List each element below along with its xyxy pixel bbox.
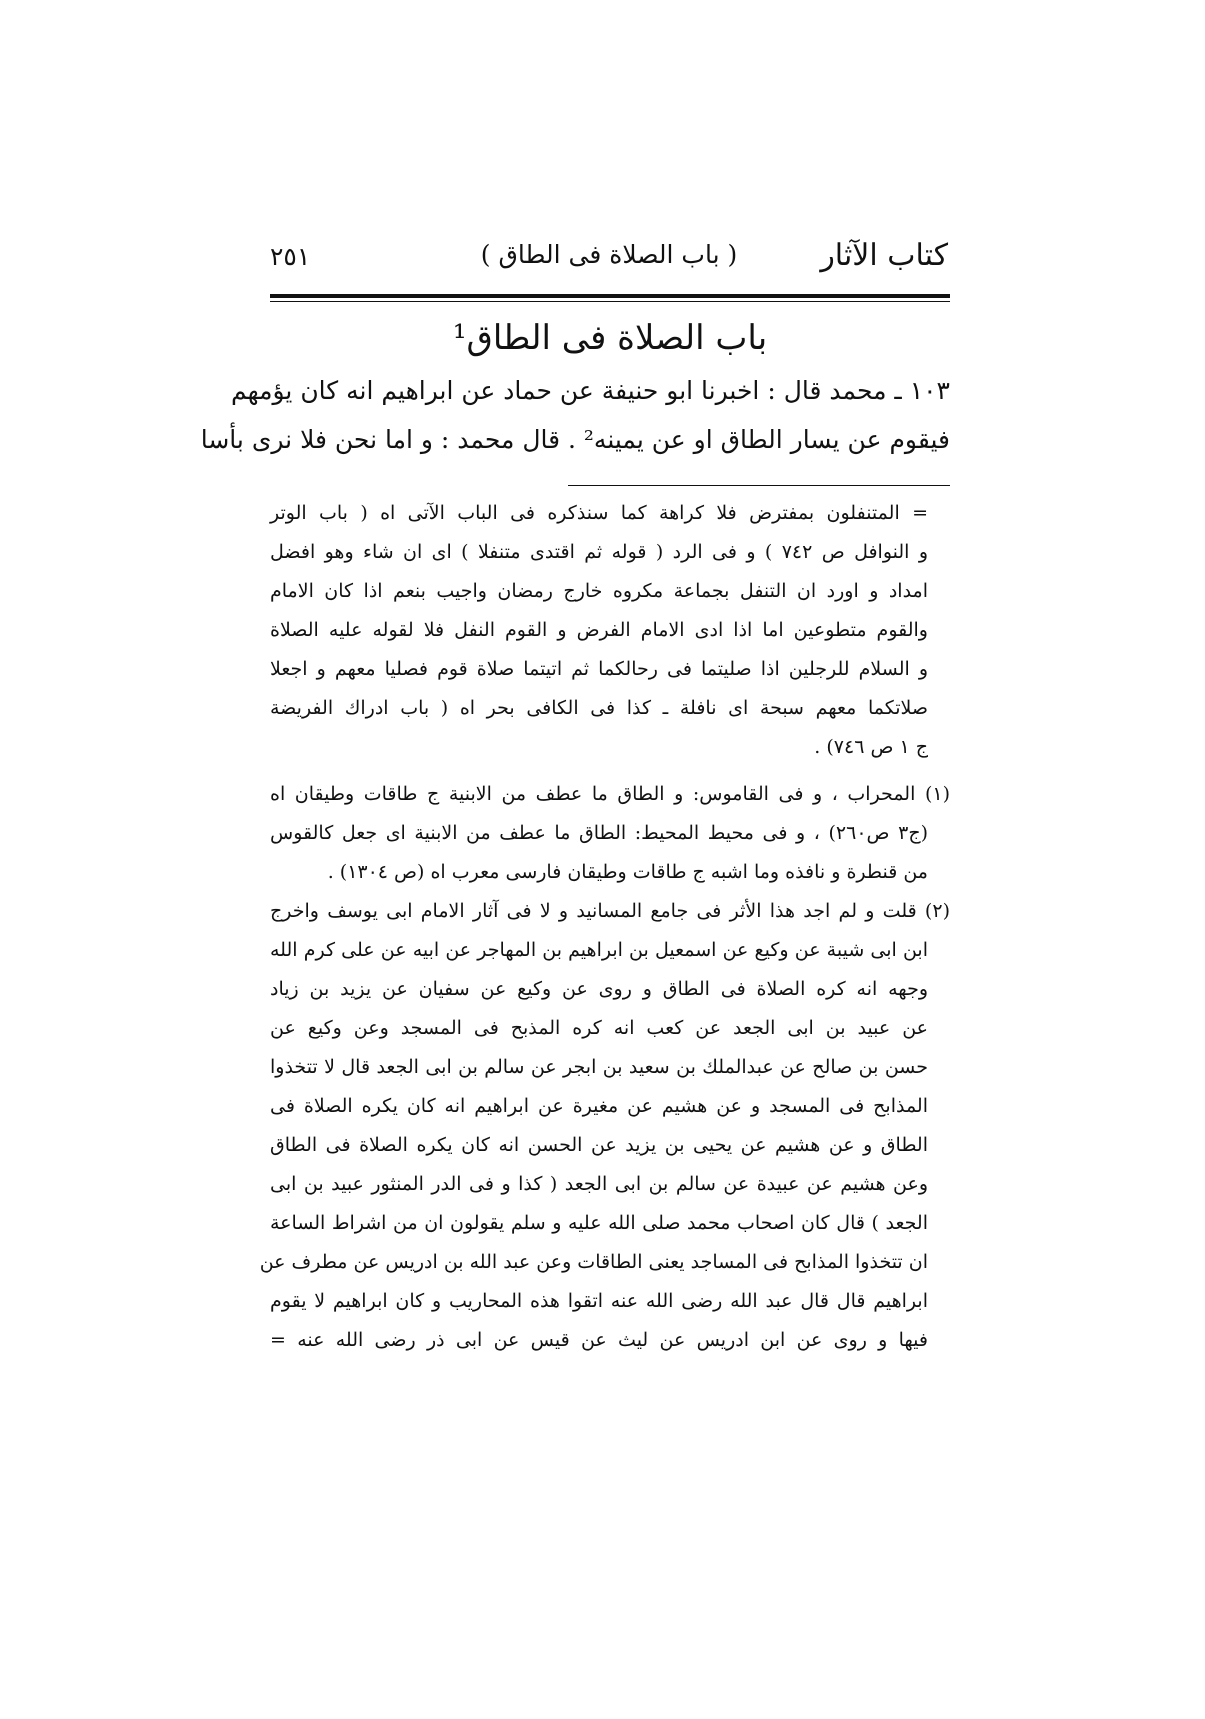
footnote-line: ج ١ ص ٧٤٦) . [814, 736, 928, 758]
footnote-line: ابراهيم قال قال عبد الله رضى الله عنه اتقوا هذه المحاريب و كان ابراهيم لا يقوم [270, 1290, 928, 1312]
header-rule-thick [270, 294, 950, 298]
footnote-line: وجهه انه كره الصلاة فى الطاق و روى عن وكيع عن سفيان عن يزيد بن زياد [270, 978, 928, 1000]
footnote-line: حسن بن صالح عن عبدالملك بن سعيد بن ابجر عن سالم بن ابى الجعد قال لا تتخذوا [270, 1056, 928, 1078]
footnote-line: فيها و روى عن ابن ادريس عن ليث عن قيس عن ابى ذر رضى الله عنه = [270, 1329, 928, 1351]
footnote-line: امداد و اورد ان التنفل بجماعة مكروه خارج رمضان واجيب بنعم اذا كان الامام [270, 580, 928, 602]
footnote-line: من قنطرة و نافذه وما اشبه ج طاقات وطيقان فارسى معرب اه (ص ١٣٠٤) . [327, 861, 928, 883]
main-text-line: ١٠٣ ـ محمد قال : اخبرنا ابو حنيفة عن حماد عن ابراهيم انه كان يؤمهم [230, 376, 950, 405]
footnote-line: صلاتكما معهم سبحة اى نافلة ـ كذا فى الكافى بحر اه ( باب ادراك الفريضة [270, 697, 928, 719]
section-heading: باب الصلاة فى الطاق¹ [452, 318, 768, 358]
footnote-line: الطاق و عن هشيم عن يحيى بن يزيد عن الحسن انه كان يكره الصلاة فى الطاق [270, 1134, 928, 1156]
footnotes [259, 494, 950, 1360]
main-text [200, 376, 950, 474]
footnote-line: ابن ابى شيبة عن وكيع عن اسمعيل بن ابراهيم بن المهاجر عن ابيه عن على كرم الله [270, 939, 928, 961]
footnote-line: و النوافل ص ٧٤٢ ) و فى الرد ( قوله ثم اقتدى متنفلا ) اى ان شاء وهو افضل [270, 541, 928, 563]
footnote-line: والقوم متطوعين اما اذا ادى الامام الفرض و القوم النفل فلا لقوله عليه الصلاة [270, 619, 928, 641]
footnote-line: = المتنفلون بمفترض فلا كراهة كما سنذكره فى الباب الآتى اه ( باب الوتر [270, 502, 928, 524]
footnote-line: وعن هشيم عن عبيدة عن سالم بن ابى الجعد ( كذا و فى الدر المنثور عبيد بن ابى [270, 1173, 928, 1195]
running-chapter-title: ( باب الصلاة فى الطاق ) [480, 240, 738, 269]
footnote-line: المذابح فى المسجد و عن هشيم عن مغيرة عن ابراهيم انه كان يكره الصلاة فى [270, 1095, 928, 1117]
page-header [270, 238, 948, 288]
book-title: كتاب الآثار [820, 238, 948, 273]
page-number: ٢٥١ [270, 242, 311, 271]
footnote-line: عن عبيد بن ابى الجعد عن كعب انه كره المذبح فى المسجد وعن وكيع عن [270, 1017, 928, 1039]
footnote-divider [568, 485, 950, 486]
footnote-line: الجعد ) قال كان اصحاب محمد صلى الله عليه و سلم يقولون ان من اشراط الساعة [270, 1212, 928, 1234]
footnote-line: (٢) قلت و لم اجد هذا الأثر فى جامع المسانيد و لا فى آثار الامام ابى يوسف واخرج [270, 900, 950, 922]
footnote-line: (١) المحراب ، و فى القاموس: و الطاق ما عطف من الابنية ج طاقات وطيقان اه [270, 783, 950, 805]
main-text-line: فيقوم عن يسار الطاق او عن يمينه² . قال محمد : و اما نحن فلا نرى بأسا [200, 425, 950, 454]
header-rule-thin [270, 301, 950, 302]
footnote-line: ان تتخذوا المذابح فى المساجد يعنى الطاقات وعن عبد الله بن ادريس عن مطرف عن [259, 1251, 928, 1273]
footnote-line: (ج٣ ص٢٦٠) ، و فى محيط المحيط: الطاق ما عطف من الابنية اى جعل كالقوس [270, 822, 928, 844]
footnote-line: و السلام للرجلين اذا صليتما فى رحالكما ثم اتيتما صلاة قوم فصليا معهم و اجعلا [270, 658, 928, 680]
footnote-gap [270, 767, 950, 775]
